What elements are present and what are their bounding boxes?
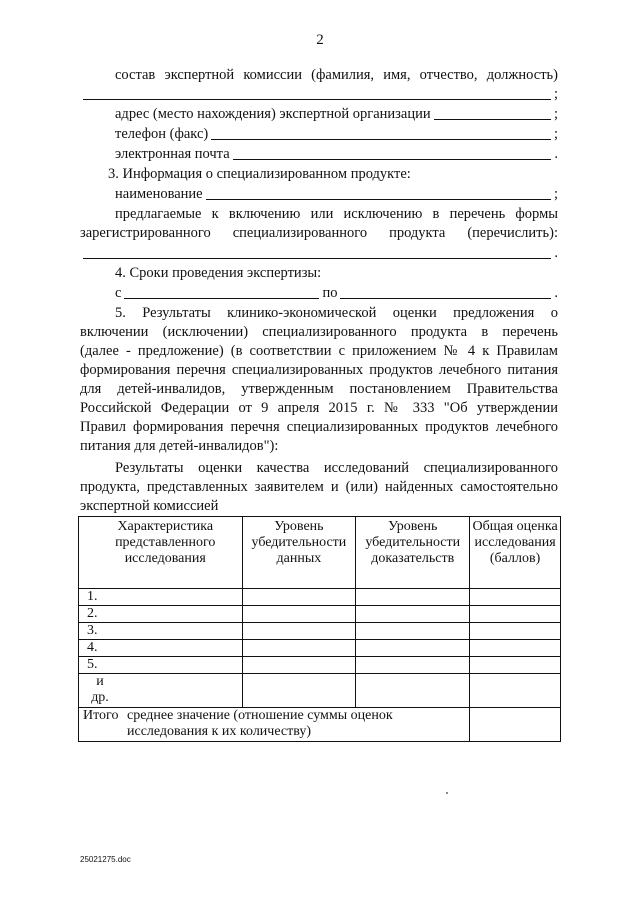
header-total-score: Общая оценка исследования (баллов): [470, 517, 561, 589]
page-number: 2: [316, 32, 324, 48]
total-description: среднее значение (отношение суммы оценок исследования к их количеству): [127, 708, 393, 739]
table-row-etc: и др.: [79, 674, 561, 708]
address-label: адрес (место нахождения) экспертной организации: [115, 106, 431, 122]
header-evidence-level: Уровень убедительности доказательств: [356, 517, 470, 589]
results-line-3: экспертной комиссией: [80, 498, 219, 514]
table-row: 4.: [79, 640, 561, 657]
table-row: 5.: [79, 657, 561, 674]
scan-speck: [446, 792, 448, 794]
table-header-row: [79, 517, 561, 589]
header-study-characteristic: Характеристика представленного исследования: [79, 517, 243, 589]
section-5-line-4: формирования перечня специализированных продуктов лечебного питания: [80, 362, 558, 378]
dates-field: с по .: [115, 285, 558, 301]
section-5-line-1: 5. Результаты клинико-экономической оценки предложения о: [115, 305, 558, 321]
section-5-line-7: Правил формирования перечня специализированных продуктов лечебного: [80, 419, 558, 435]
forms-text-line-2: зарегистрированного специализированного продукта (перечислить):: [80, 225, 558, 241]
section-5-line-6: Российской Федерации от 9 апреля 2015 г. № 333 "Об утверждении: [80, 400, 558, 416]
document-filename: 25021275.doc: [80, 855, 131, 864]
table-total-row: [79, 708, 561, 742]
table-row: 2.: [79, 606, 561, 623]
address-field: адрес (место нахождения) экспертной организации ;: [115, 106, 558, 122]
commission-composition-label: состав экспертной комиссии (фамилия, имя, отчество, должность): [115, 67, 558, 83]
section-5-line-8: питания для детей-инвалидов"):: [80, 438, 279, 454]
product-name-label: наименование: [115, 186, 203, 202]
table-row: 3.: [79, 623, 561, 640]
header-data-level: Уровень убедительности данных: [242, 517, 356, 589]
results-line-1: Результаты оценки качества исследований специализированного: [115, 460, 558, 476]
forms-list-line: .: [80, 244, 558, 263]
section-5-line-5: для детей-инвалидов, утвержденным постановлением Правительства: [80, 381, 558, 397]
commission-composition-line: ;: [80, 85, 558, 104]
study-assessment-table: [78, 516, 561, 742]
section-5-line-2: включении (исключении) специализированного продукта в перечень: [80, 324, 558, 340]
section-5-line-3: (далее - предложение) (в соответствии с приложением № 4 к Правилам: [80, 343, 558, 359]
email-field: электронная почта .: [115, 146, 558, 162]
product-name-field: наименование ;: [115, 186, 558, 202]
table-row: 1.: [79, 589, 561, 606]
date-to-label: по: [322, 285, 338, 301]
phone-field: телефон (факс) ;: [115, 126, 558, 142]
date-from-label: с: [115, 285, 122, 301]
section-4-heading: 4. Сроки проведения экспертизы:: [115, 265, 322, 281]
phone-label: телефон (факс): [115, 126, 209, 142]
section-3-heading: 3. Информация о специализированном продукте:: [108, 166, 411, 182]
total-label: Итого: [83, 708, 119, 723]
results-line-2: продукта, представленных заявителем и (или) найденных самостоятельно: [80, 479, 558, 495]
email-label: электронная почта: [115, 146, 230, 162]
forms-text-line-1: предлагаемые к включению или исключению в перечень формы: [115, 206, 558, 222]
